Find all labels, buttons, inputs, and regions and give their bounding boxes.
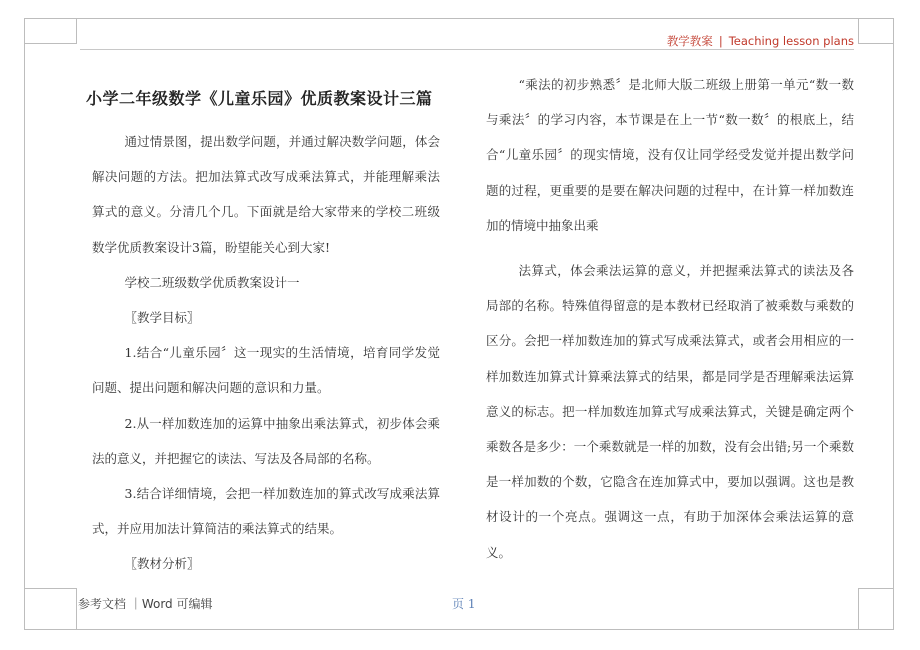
document-title: 小学二年级数学《儿童乐园》优质教案设计三篇: [86, 89, 433, 108]
page-header: [667, 33, 854, 49]
teaching-goals-heading: 〖教学目标〗: [124, 310, 200, 326]
crop-mark: [24, 43, 77, 44]
header-tagline: Teaching lesson plans: [728, 34, 854, 48]
left-column: [92, 124, 440, 582]
goal-item: 1.结合“儿童乐园〞这一现实的生活情境，培育同学发觉问题、提出问题和解决问题的意识和力量。: [92, 345, 440, 396]
intro-paragraph: 通过情景图，提出数学问题，并通过解决数学问题，体会解决问题的方法。把加法算式改写成乘法算式，并能理解乘法算式的意义。分清几个几。下面就是给大家带来的学校二班级数学优质教案设计3篇，盼望能关心到大家!: [92, 134, 440, 255]
goal-item: 3.结合详细情境，会把一样加数连加的算式改写成乘法算式，并应用加法计算简洁的乘法算式的结果。: [92, 486, 440, 537]
goal-item: 2.从一样加数连加的运算中抽象出乘法算式，初步体会乘法的意义，并把握它的读法、写法及各局部的名称。: [92, 415, 440, 466]
header-separator: |: [718, 34, 723, 48]
crop-mark: [76, 588, 77, 630]
right-column: [486, 67, 854, 570]
footer-label: 参考文档 ｜Word 可编辑: [78, 597, 213, 611]
analysis-paragraph: 法算式，体会乘法运算的意义，并把握乘法算式的读法及各局部的名称。特殊值得留意的是本教材已经取消了被乘数与乘数的区分。会把一样加数连加的算式写成乘法算式，或者会用相应的一样加数连加算式计算乘法算式的结果，都是同学是否理解乘法运算意义的标志。把一样加数连加算式写成乘法算式，关键是确定两个乘数各是多少：一个乘数就是一样的加数，没有会出错;另一个乘数是一样加数的个数，它隐含在连加算式中，要加以强调。这也是教材设计的一个亮点。强调这一点，有助于加深体会乘法运算的意义。: [486, 263, 854, 560]
header-site: 教学教案: [666, 34, 713, 48]
crop-mark: [76, 18, 77, 44]
crop-mark: [858, 43, 894, 44]
crop-mark: [858, 18, 859, 44]
crop-mark: [858, 588, 859, 630]
page-number: 页 1: [452, 597, 476, 611]
crop-mark: [24, 588, 77, 589]
crop-mark: [858, 588, 894, 589]
analysis-paragraph: “乘法的初步熟悉〞是北师大版二班级上册第一单元“数一数与乘法〞的学习内容，本节课是在上一节“数一数〞的根底上，结合“儿童乐园〞的现实情境，没有仅让同学经受发觉并提出数学问题的过程，更重要的是要在解决问题的过程中，在计算一样加数连加的情境中抽象出乘: [486, 77, 854, 233]
section-heading: 学校二班级数学优质教案设计一: [124, 274, 300, 290]
material-analysis-heading: 〖教材分析〗: [124, 556, 200, 572]
header-rule: [80, 49, 854, 50]
